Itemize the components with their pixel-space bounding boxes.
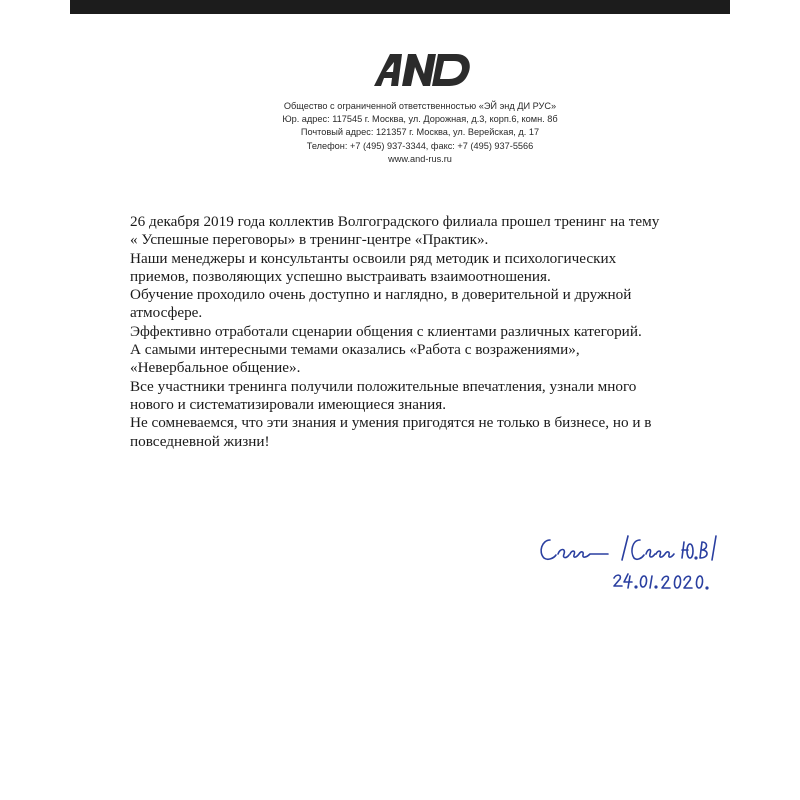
company-name: Общество с ограниченной ответственностью «ЭЙ энд ДИ РУС» — [283, 101, 557, 111]
letter-line: Все участники тренинга получили положительные впечатления, узнали много — [130, 377, 637, 395]
letter-line: нового и систематизировали имеющиеся знания. — [130, 395, 447, 413]
legal-address: Юр. адрес: 117545 г. Москва, ул. Дорожная, д.3, корп.6, комн. 8б — [282, 114, 558, 125]
company-header — [240, 100, 600, 166]
letter-line: Эффективно отработали сценарии общения с клиентами различных категорий. — [130, 322, 642, 340]
letter-line: Не сомневаемся, что эти знания и умения пригодятся не только в бизнесе, но и в — [130, 414, 652, 432]
letter-line: « Успешные переговоры» в тренинг-центре «Практик». — [130, 231, 489, 249]
letter-line: «Невербальное общение». — [130, 359, 301, 377]
handwritten-signature — [536, 530, 736, 600]
postal-address: Почтовый адрес: 121357 г. Москва, ул. Верейская, д. 17 — [300, 127, 540, 138]
scan-border-top — [70, 0, 730, 14]
letter-line: повседневной жизни! — [130, 432, 270, 450]
letter-line: 26 декабря 2019 года коллектив Волгоградского филиала прошел тренинг на тему — [130, 213, 660, 230]
website: www.and-rus.ru — [388, 153, 452, 164]
letter-line: атмосфере. — [130, 304, 203, 322]
letter-line: приемов, позволяющих успешно выстраивать взаимоотношения. — [130, 267, 551, 285]
and-logo — [372, 52, 472, 88]
letter-line: Наши менеджеры и консультанты освоили ряд методик и психологических — [130, 249, 617, 267]
letter-line: А самыми интересными темами оказались «Работа с возражениями», — [130, 341, 580, 359]
letter-body — [130, 213, 690, 451]
letter-line: Обучение проходило очень доступно и наглядно, в доверительной и дружной — [130, 286, 632, 304]
phone-fax: Телефон: +7 (495) 937-3344, факс: +7 (495) 937-5566 — [306, 140, 534, 151]
